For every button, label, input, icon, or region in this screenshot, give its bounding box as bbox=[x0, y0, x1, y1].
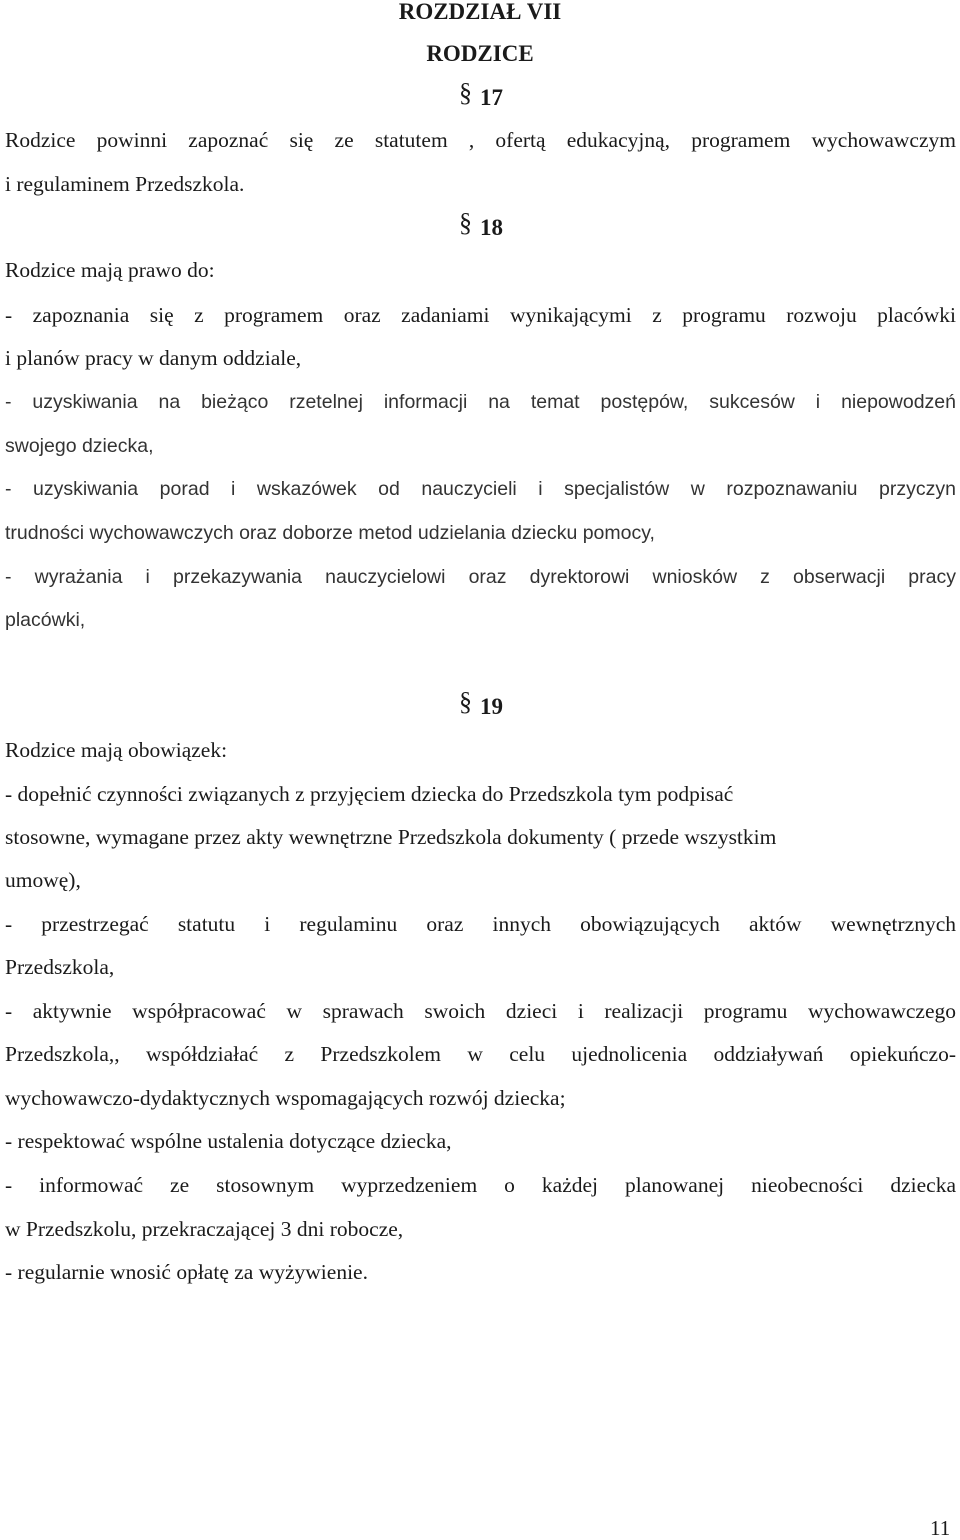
section-19-line-6: Przedszkola, bbox=[5, 955, 115, 979]
section-19-line-11: - informować ze stosownym wyprzedzeniem o każdej planowanej nieobecności dziecka bbox=[5, 1173, 956, 1197]
section-19-line-4: umowę), bbox=[5, 868, 81, 892]
section-19-line-5: - przestrzegać statutu i regulaminu oraz innych obowiązujących aktów wewnętrznych bbox=[5, 912, 956, 936]
section-18-line-1: Rodzice mają prawo do: bbox=[5, 258, 215, 282]
section-18-line-2: - zapoznania się z programem oraz zadaniami wynikającymi z programu rozwoju placówki bbox=[5, 303, 956, 327]
section-18-line-5: swojego dziecka, bbox=[5, 435, 154, 457]
section-sign-17: § bbox=[459, 78, 472, 107]
section-19-line-12: w Przedszkolu, przekraczającej 3 dni robocze, bbox=[5, 1217, 404, 1241]
page-number: 11 bbox=[930, 1516, 951, 1540]
section-17-heading bbox=[459, 78, 503, 111]
section-sign-19: § bbox=[459, 687, 472, 716]
section-number-19: 19 bbox=[480, 694, 503, 719]
section-19-heading bbox=[459, 687, 503, 720]
section-19-line-9: wychowawczo-dydaktycznych wspomagających rozwój dziecka; bbox=[5, 1086, 566, 1110]
section-17-line-1: Rodzice powinni zapoznać się ze statutem , ofertą edukacyjną, programem wychowawczym bbox=[5, 128, 956, 152]
section-19-line-2: - dopełnić czynności związanych z przyjęciem dziecka do Przedszkola tym podpisać bbox=[5, 782, 734, 806]
section-19-line-7: - aktywnie współpracować w sprawach swoich dzieci i realizacji programu wychowawczego bbox=[5, 999, 956, 1023]
section-18-line-6: - uzyskiwania porad i wskazówek od nauczycieli i specjalistów w rozpoznawaniu przyczyn bbox=[5, 478, 956, 500]
section-18-line-7: trudności wychowawczych oraz doborze metod udzielania dziecku pomocy, bbox=[5, 522, 655, 544]
section-18-line-9: placówki, bbox=[5, 609, 86, 631]
section-19-line-13: - regularnie wnosić opłatę za wyżywienie. bbox=[5, 1260, 368, 1284]
chapter-title: ROZDZIAŁ VII bbox=[398, 0, 562, 24]
section-19-line-1: Rodzice mają obowiązek: bbox=[5, 738, 228, 762]
section-number-18: 18 bbox=[480, 215, 503, 240]
section-18-line-4: - uzyskiwania na bieżąco rzetelnej informacji na temat postępów, sukcesów i niepowodzeń bbox=[5, 391, 956, 413]
section-18-line-3: i planów pracy w danym oddziale, bbox=[5, 346, 302, 370]
section-17-line-2: i regulaminem Przedszkola. bbox=[5, 172, 245, 196]
section-sign-18: § bbox=[459, 208, 472, 237]
section-18-line-8: - wyrażania i przekazywania nauczycielowi oraz dyrektorowi wniosków z obserwacji pracy bbox=[5, 566, 956, 588]
section-19-line-3: stosowne, wymagane przez akty wewnętrzne Przedszkola dokumenty ( przede wszystkim bbox=[5, 825, 777, 849]
section-number-17: 17 bbox=[480, 85, 503, 110]
section-18-heading bbox=[459, 208, 503, 241]
section-19-line-10: - respektować wspólne ustalenia dotyczące dziecka, bbox=[5, 1129, 452, 1153]
section-19-line-8: Przedszkola,, współdziałać z Przedszkolem w celu ujednolicenia oddziaływań opiekuńczo- bbox=[5, 1042, 956, 1066]
chapter-subtitle: RODZICE bbox=[426, 41, 534, 66]
